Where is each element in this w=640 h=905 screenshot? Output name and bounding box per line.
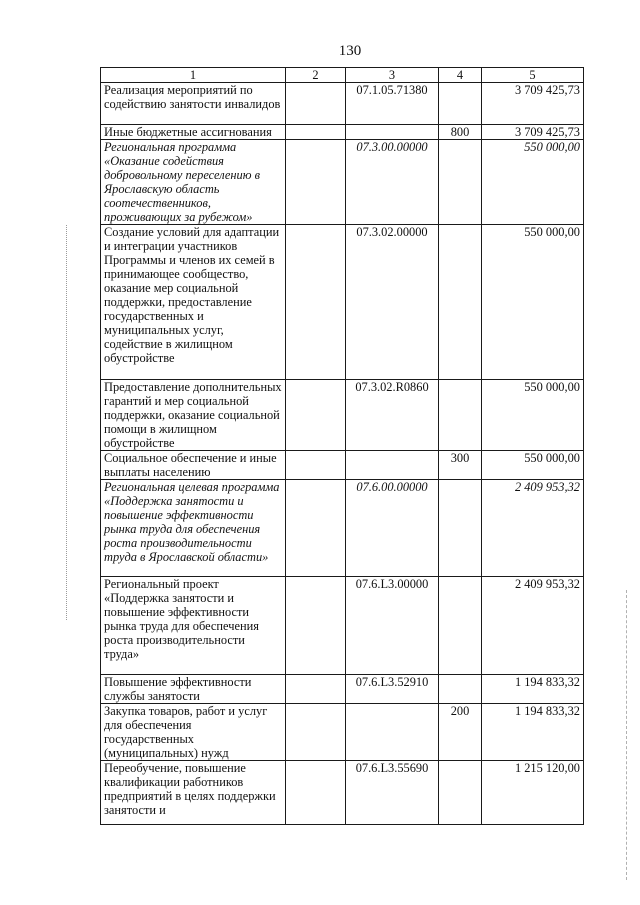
- budget-table: [100, 67, 584, 825]
- row-amount-cell: 550 000,00: [482, 225, 584, 380]
- row-col2-cell: [286, 577, 346, 675]
- table-row: [101, 83, 584, 125]
- row-amount-cell: 2 409 953,32: [482, 480, 584, 577]
- table-row: [101, 577, 584, 675]
- row-col2-cell: [286, 480, 346, 577]
- row-expense-type-cell: [439, 83, 482, 125]
- row-amount-cell: 3 709 425,73: [482, 83, 584, 125]
- row-name-cell: Создание условий для адаптации и интеграции участников Программы и членов их семей в принимающее сообщество, оказание мер социальной поддержки, предоставление государственных и муниципальных услуг, содействие в жилищном обустройстве: [101, 225, 286, 380]
- row-name-cell: Переобучение, повышение квалификации работников предприятий в целях поддержки занятости и: [101, 761, 286, 825]
- row-code-cell: 07.3.00.00000: [346, 140, 439, 225]
- table-body: [101, 83, 584, 825]
- row-name-cell: Иные бюджетные ассигнования: [101, 125, 286, 140]
- row-col2-cell: [286, 451, 346, 480]
- row-amount-cell: 550 000,00: [482, 140, 584, 225]
- table-row: [101, 380, 584, 451]
- row-name-cell: Закупка товаров, работ и услуг для обеспечения государственных (муниципальных) нужд: [101, 704, 286, 761]
- row-amount-cell: 550 000,00: [482, 380, 584, 451]
- table-row: [101, 675, 584, 704]
- scan-margin-mark: [66, 225, 71, 620]
- row-expense-type-cell: [439, 761, 482, 825]
- row-code-cell: 07.1.05.71380: [346, 83, 439, 125]
- row-col2-cell: [286, 140, 346, 225]
- row-amount-cell: 1 215 120,00: [482, 761, 584, 825]
- header-cell-5: 5: [482, 68, 584, 83]
- row-amount-cell: 1 194 833,32: [482, 675, 584, 704]
- row-name-cell: Региональная целевая программа «Поддержка занятости и повышение эффективности рынка труда для обеспечения роста производительности труда в Ярославской области»: [101, 480, 286, 577]
- header-cell-2: 2: [286, 68, 346, 83]
- table-header-row: [101, 68, 584, 83]
- row-amount-cell: 550 000,00: [482, 451, 584, 480]
- table-row: [101, 480, 584, 577]
- table-row: [101, 704, 584, 761]
- row-col2-cell: [286, 704, 346, 761]
- row-name-cell: Реализация мероприятий по содействию занятости инвалидов: [101, 83, 286, 125]
- row-code-cell: 07.6.L3.55690: [346, 761, 439, 825]
- table-row: [101, 140, 584, 225]
- row-col2-cell: [286, 675, 346, 704]
- row-expense-type-cell: [439, 675, 482, 704]
- row-code-cell: 07.6.00.00000: [346, 480, 439, 577]
- row-expense-type-cell: [439, 380, 482, 451]
- row-expense-type-cell: [439, 480, 482, 577]
- table-row: [101, 125, 584, 140]
- row-amount-cell: 3 709 425,73: [482, 125, 584, 140]
- row-amount-cell: 2 409 953,32: [482, 577, 584, 675]
- row-code-cell: 07.3.02.00000: [346, 225, 439, 380]
- table-row: [101, 761, 584, 825]
- page-number: 130: [338, 43, 362, 59]
- row-code-cell: 07.3.02.R0860: [346, 380, 439, 451]
- row-col2-cell: [286, 761, 346, 825]
- row-expense-type-cell: 800: [439, 125, 482, 140]
- row-col2-cell: [286, 125, 346, 140]
- row-expense-type-cell: [439, 140, 482, 225]
- scan-edge-mark: [626, 590, 629, 880]
- row-code-cell: [346, 704, 439, 761]
- row-name-cell: Региональный проект «Поддержка занятости и повышение эффективности рынка труда для обеспечения роста производительности труда»: [101, 577, 286, 675]
- row-expense-type-cell: 200: [439, 704, 482, 761]
- row-name-cell: Предоставление дополнительных гарантий и мер социальной поддержки, оказание социальной помощи в жилищном обустройстве: [101, 380, 286, 451]
- row-name-cell: Повышение эффективности службы занятости: [101, 675, 286, 704]
- row-col2-cell: [286, 225, 346, 380]
- row-amount-cell: 1 194 833,32: [482, 704, 584, 761]
- row-col2-cell: [286, 380, 346, 451]
- row-expense-type-cell: [439, 577, 482, 675]
- header-cell-4: 4: [439, 68, 482, 83]
- header-cell-3: 3: [346, 68, 439, 83]
- row-name-cell: Региональная программа «Оказание содействия добровольному переселению в Ярославскую область соотечественников, проживающих за рубежом»: [101, 140, 286, 225]
- header-cell-1: 1: [101, 68, 286, 83]
- row-col2-cell: [286, 83, 346, 125]
- row-code-cell: 07.6.L3.52910: [346, 675, 439, 704]
- table-row: [101, 225, 584, 380]
- row-code-cell: 07.6.L3.00000: [346, 577, 439, 675]
- row-expense-type-cell: 300: [439, 451, 482, 480]
- row-code-cell: [346, 125, 439, 140]
- table-row: [101, 451, 584, 480]
- row-expense-type-cell: [439, 225, 482, 380]
- row-name-cell: Социальное обеспечение и иные выплаты населению: [101, 451, 286, 480]
- row-code-cell: [346, 451, 439, 480]
